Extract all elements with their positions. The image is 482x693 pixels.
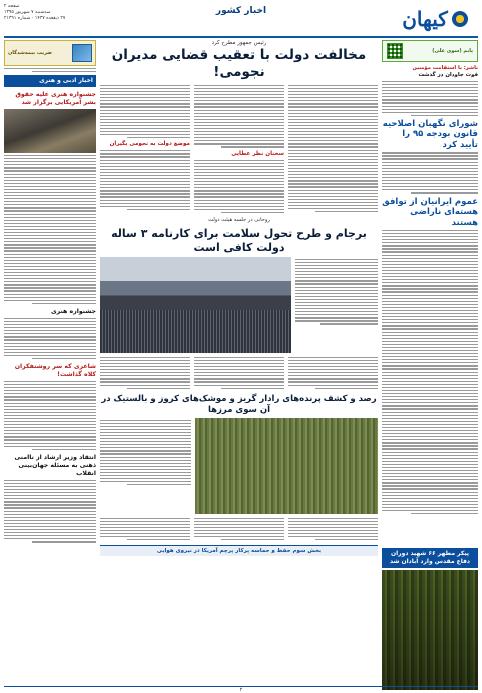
notice-body-text — [382, 81, 478, 116]
radar-headline: رصد و کشف پرنده‌های رادار گریز و موشک‌های کروز و بالستیک در آن سوی مرزها — [101, 393, 377, 415]
main-col-3 — [100, 83, 190, 215]
story-human-rights-festival: جشنواره هنری علیه حقوق بشر آمریکایی برگزار شد — [15, 91, 96, 107]
cabinet-columns — [100, 355, 378, 391]
banner-text: پایم (سوی علی) — [432, 48, 473, 54]
issue-page: صفحه ۲ — [4, 4, 20, 9]
cabinet-text-body — [295, 259, 378, 325]
banner-box — [382, 40, 478, 62]
story-art-festival: جشنواره هنری — [51, 307, 96, 315]
main-col-1-body — [288, 85, 378, 212]
ad-image-icon — [72, 44, 92, 62]
issue-date: سه‌شنبه ۷ شهریور ۱۳۹۵ — [4, 10, 51, 15]
page-number: ۲ — [239, 687, 243, 693]
budget-body-text — [382, 152, 478, 193]
footer-bar: بخش سوم حفظ و حماسه پرکار پرچم آمریکا در نیروی هوایی — [100, 545, 378, 556]
main-area — [100, 40, 378, 681]
radar-col-2 — [194, 516, 284, 543]
masthead — [4, 2, 478, 38]
story-3-body — [4, 381, 96, 450]
military-photo — [195, 418, 378, 514]
main-story-columns — [100, 83, 378, 215]
headline-nuclear: عموم ایرانیان از توافق هسته‌ای ناراضی هستند — [382, 196, 478, 228]
story-minister: انتقاد وزیر ارشاد از ناامنی ذهنی به مسئله جهان‌بینی انقلاب — [14, 453, 96, 477]
main-col-3-body-b — [100, 150, 190, 210]
main-kicker: رئیس جمهور مطرح کرد — [211, 40, 267, 46]
radar-col-3 — [100, 516, 190, 543]
mid-headline: برجام و طرح تحول سلامت برای کارنامه ۳ ساله دولت کافی است — [111, 226, 367, 254]
story-2-body — [4, 318, 96, 359]
festival-photo — [4, 109, 96, 153]
martyrs-photo — [382, 570, 478, 690]
issue-number: ۲۷ ذیقعده ۱۴۳۷ - شماره ۲۱۳۹۱ — [4, 16, 66, 21]
notice-heading: ناشر: با استقامت مؤمنین — [412, 65, 478, 71]
culture-box-heading: اخبار ادبی و هنری — [4, 75, 96, 87]
issue-info — [4, 4, 65, 22]
left-column — [4, 40, 96, 681]
radar-text — [100, 418, 191, 514]
main-col-2-body-b — [194, 160, 284, 214]
cabinet-col-1 — [288, 355, 378, 391]
main-headline: مخالفت دولت با تعقیب قضایی مدیران نجومی! — [111, 47, 367, 80]
martyrs-caption: پیکر مطهر ۶۶ شهید دوران دفاع مقدس وارد آبادان شد — [382, 548, 478, 568]
notice-subheading: فوت جاودان در گذشت — [418, 72, 478, 78]
subhead-attai: سخنان نظر عطایی — [231, 150, 284, 157]
cabinet-col-3-body — [100, 357, 190, 389]
radar-columns — [100, 516, 378, 543]
cabinet-col-2-body — [194, 357, 284, 389]
cabinet-col-1-body — [288, 357, 378, 389]
ad-box[interactable] — [4, 40, 96, 66]
ad-text: ضریب بیمه‌شدگان — [8, 50, 53, 56]
radar-block — [100, 418, 378, 514]
main-col-2-body — [194, 85, 284, 148]
cabinet-photo — [100, 257, 291, 353]
mid-kicker: روحانی در جلسه هیئت دولت — [208, 216, 270, 223]
headline-budget: شورای نگهبان اصلاحیه قانون بودجه ۹۵ را تأیید کرد — [382, 118, 478, 150]
section-title: اخبار کشور — [215, 6, 267, 16]
cabinet-col-3 — [100, 355, 190, 391]
story-1-body — [4, 155, 96, 304]
radar-col-2-body — [194, 518, 284, 541]
radar-col-3-body — [100, 518, 190, 541]
radar-col-1-body — [288, 518, 378, 541]
subhead-astronomical: موضع دولت به نجومی بگیران — [109, 141, 190, 148]
main-col-3-body — [100, 85, 190, 139]
main-col-1 — [288, 83, 378, 215]
main-col-2 — [194, 83, 284, 215]
qr-code-icon — [387, 43, 403, 59]
cabinet-col-2 — [194, 355, 284, 391]
cabinet-text — [295, 257, 378, 353]
radar-col-1 — [288, 516, 378, 543]
story-poet: شاعری که سر روشنفکران کلاه گذاشت! — [14, 363, 96, 379]
story-4-body — [4, 480, 96, 543]
nuclear-body-text — [382, 230, 478, 514]
cabinet-block — [100, 257, 378, 353]
logo-text: کیهان — [402, 7, 448, 31]
ad-body-text — [4, 68, 96, 72]
martyrs-block — [382, 548, 478, 690]
radar-text-body — [100, 420, 191, 486]
